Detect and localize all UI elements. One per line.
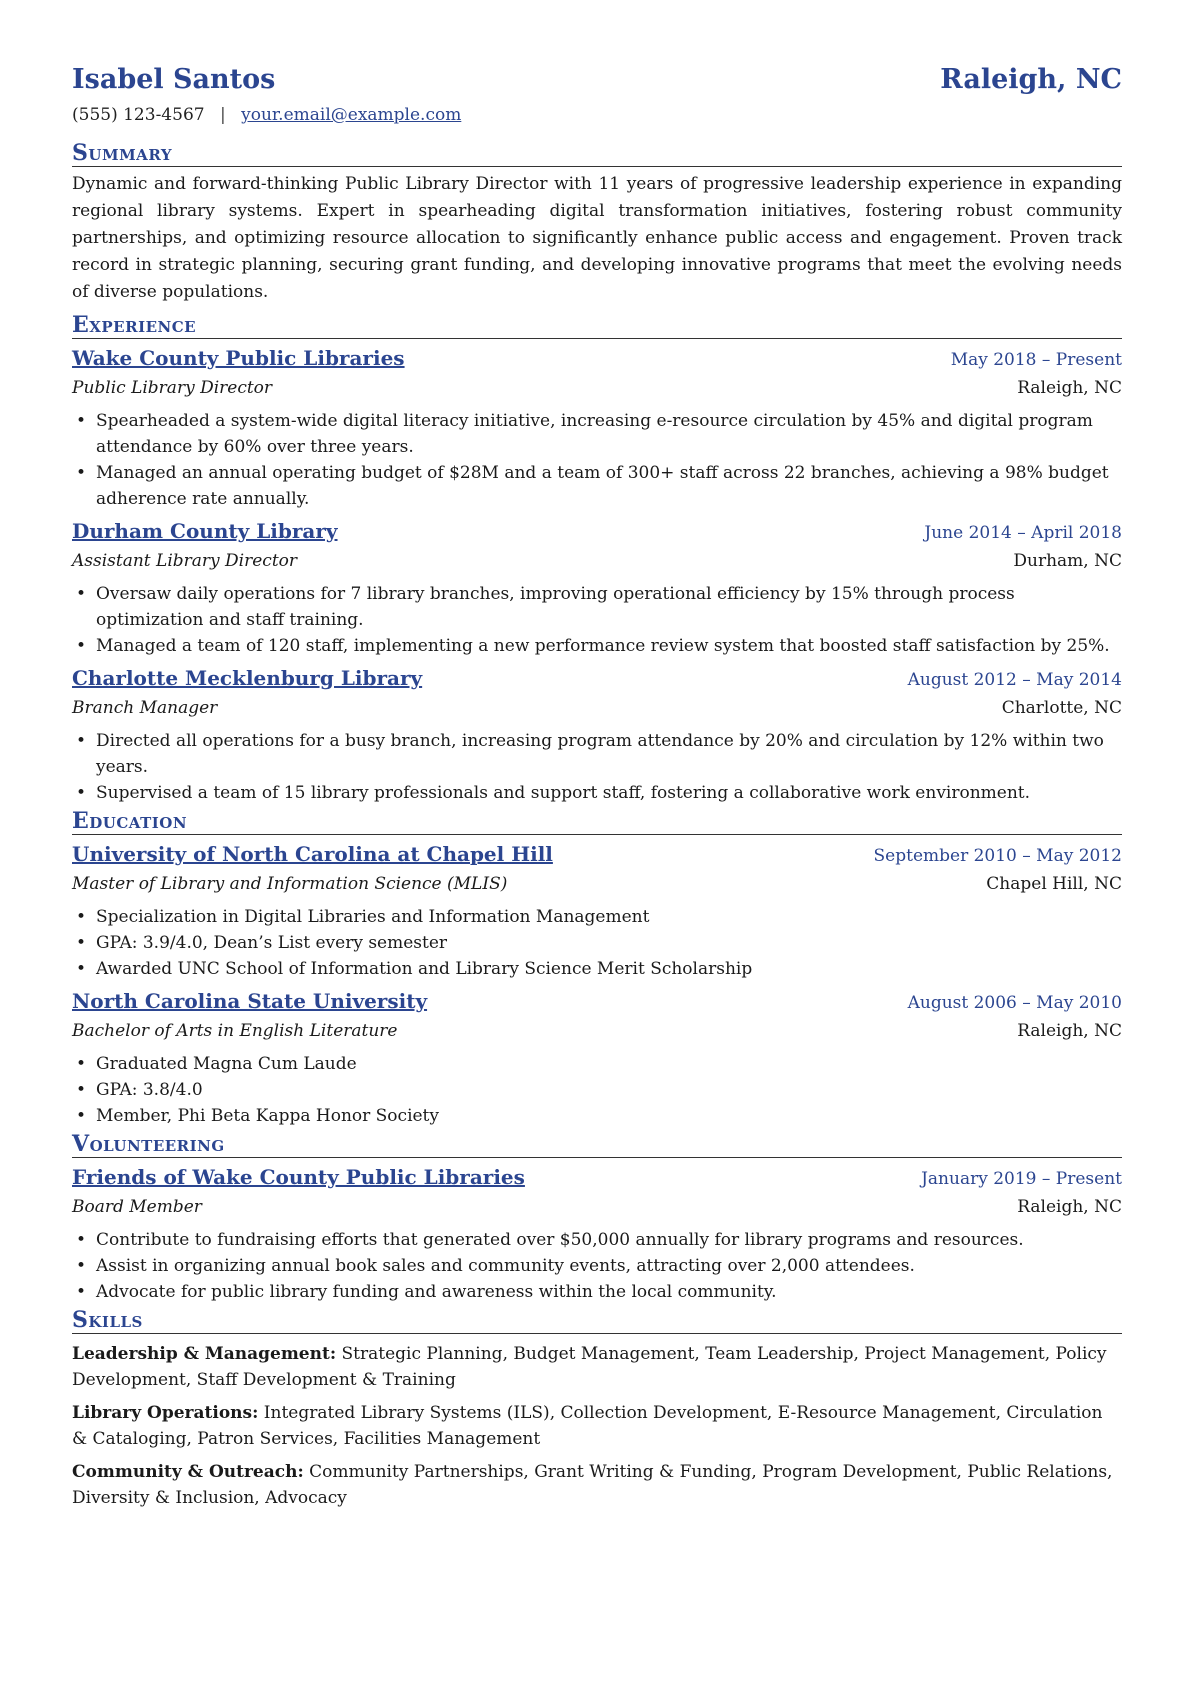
section-title-education: Education (72, 808, 1122, 835)
date-range: September 2010 – May 2012 (873, 846, 1122, 866)
bullet-item: • Directed all operations for a busy branch, increasing program attendance by 20% and circulation by 12% within two years. (96, 728, 1122, 780)
bullet-item: • Managed a team of 120 staff, implementing a new performance review system that boosted staff satisfaction by 25%. (96, 633, 1122, 659)
education-list (72, 839, 1122, 1129)
bullet-item: • Spearheaded a system-wide digital literacy initiative, increasing e-resource circulation by 45% and digital program attendance by 60% over three years. (96, 408, 1122, 460)
bullet-item: • GPA: 3.8/4.0 (96, 1077, 1122, 1103)
section-title-summary: Summary (72, 140, 1122, 167)
date-range: January 2019 – Present (921, 1169, 1122, 1189)
bullet-item: • Oversaw daily operations for 7 library branches, improving operational efficiency by 15% through process optimization and staff training. (96, 581, 1122, 633)
entry-header-row (72, 986, 1122, 1017)
volunteering-entry (72, 1162, 1122, 1305)
entry-location: Chapel Hill, NC (986, 874, 1122, 894)
entry-subheader-row (72, 547, 1122, 575)
skill-group (72, 1400, 1122, 1452)
skills-list (72, 1341, 1122, 1511)
skill-group-items: Integrated Library Systems (ILS), Collection Development, E-Resource Management, Circulation & Cataloging, Patron Services, Facilities Management (72, 1403, 1103, 1449)
bullet-item: • Contribute to fundraising efforts that generated over $50,000 annually for library programs and resources. (96, 1227, 1122, 1253)
entry-location: Durham, NC (1013, 551, 1122, 571)
bullet-list (72, 728, 1122, 806)
header (72, 62, 1122, 98)
entry-subheader-row (72, 694, 1122, 722)
entry-location: Raleigh, NC (1017, 378, 1122, 398)
organization-link[interactable]: Durham County Library (72, 519, 338, 543)
bullet-list (72, 408, 1122, 512)
education-entry (72, 839, 1122, 982)
experience-entry (72, 663, 1122, 806)
entry-header-row (72, 839, 1122, 870)
bullet-item: • Member, Phi Beta Kappa Honor Society (96, 1103, 1122, 1129)
entry-location: Raleigh, NC (1017, 1197, 1122, 1217)
education-entry (72, 986, 1122, 1129)
entry-subheader-row (72, 1017, 1122, 1045)
role-title: Assistant Library Director (72, 551, 298, 571)
date-range: August 2006 – May 2010 (907, 993, 1122, 1013)
role-title: Bachelor of Arts in English Literature (72, 1021, 398, 1041)
entry-subheader-row (72, 374, 1122, 402)
bullet-item: • GPA: 3.9/4.0, Dean’s List every semester (96, 930, 1122, 956)
entry-header-row (72, 1162, 1122, 1193)
section-title-experience: Experience (72, 312, 1122, 339)
email-link[interactable]: your.email@example.com (241, 105, 462, 125)
resume-page (72, 62, 1122, 1511)
date-range: May 2018 – Present (950, 350, 1122, 370)
bullet-item: • Specialization in Digital Libraries and Information Management (96, 904, 1122, 930)
entry-subheader-row (72, 1193, 1122, 1221)
experience-entry (72, 516, 1122, 659)
organization-link[interactable]: North Carolina State University (72, 989, 428, 1013)
organization-link[interactable]: Wake County Public Libraries (72, 346, 405, 370)
entry-header-row (72, 343, 1122, 374)
organization-link[interactable]: University of North Carolina at Chapel Hill (72, 842, 553, 866)
section-title-skills: Skills (72, 1307, 1122, 1334)
entry-location: Charlotte, NC (1001, 698, 1122, 718)
bullet-item: • Managed an annual operating budget of $28M and a team of 300+ staff across 22 branches, achieving a 98% budget adherence rate annually. (96, 460, 1122, 512)
bullet-item: • Graduated Magna Cum Laude (96, 1051, 1122, 1077)
volunteering-list (72, 1162, 1122, 1305)
role-title: Branch Manager (72, 698, 218, 718)
skill-group-label: Library Operations: (72, 1403, 259, 1423)
candidate-location: Raleigh, NC (940, 64, 1122, 95)
skill-group-items: Strategic Planning, Budget Management, Team Leadership, Project Management, Policy Development, Staff Development & Training (72, 1344, 1107, 1390)
entry-location: Raleigh, NC (1017, 1021, 1122, 1041)
date-range: June 2014 – April 2018 (924, 523, 1122, 543)
skill-group-items: Community Partnerships, Grant Writing & Funding, Program Development, Public Relations, Diversity & Inclusion, Advocacy (72, 1462, 1113, 1508)
contact-separator: | (219, 105, 226, 125)
entry-subheader-row (72, 870, 1122, 898)
bullet-list (72, 1051, 1122, 1129)
role-title: Master of Library and Information Science (MLIS) (72, 874, 508, 894)
entry-header-row (72, 663, 1122, 694)
role-title: Public Library Director (72, 378, 273, 398)
role-title: Board Member (72, 1197, 202, 1217)
experience-entry (72, 343, 1122, 512)
bullet-list (72, 581, 1122, 659)
section-title-volunteering: Volunteering (72, 1131, 1122, 1158)
skill-group (72, 1341, 1122, 1393)
bullet-list (72, 1227, 1122, 1305)
phone-number: (555) 123-4567 (72, 105, 205, 125)
organization-link[interactable]: Friends of Wake County Public Libraries (72, 1165, 525, 1189)
summary-text: Dynamic and forward-thinking Public Library Director with 11 years of progressive leadership experience in expanding regional library systems. Expert in spearheading digital transformation initiatives, fostering robust community partnerships, and optimizing resource allocation to significantly enhance public access and engagement. Proven track record in strategic planning, securing grant funding, and developing innovative programs that meet the evolving needs of diverse populations. (72, 174, 1122, 302)
entry-header-row (72, 516, 1122, 547)
skill-group (72, 1459, 1122, 1511)
bullet-list (72, 904, 1122, 982)
skill-group-label: Leadership & Management: (72, 1344, 337, 1364)
skill-group-label: Community & Outreach: (72, 1462, 304, 1482)
experience-list (72, 343, 1122, 806)
contact-line (72, 102, 1122, 128)
date-range: August 2012 – May 2014 (907, 670, 1122, 690)
organization-link[interactable]: Charlotte Mecklenburg Library (72, 666, 423, 690)
bullet-item: • Awarded UNC School of Information and Library Science Merit Scholarship (96, 956, 1122, 982)
bullet-item: • Advocate for public library funding and awareness within the local community. (96, 1279, 1122, 1305)
bullet-item: • Supervised a team of 15 library professionals and support staff, fostering a collaborative work environment. (96, 780, 1122, 806)
bullet-item: • Assist in organizing annual book sales and community events, attracting over 2,000 attendees. (96, 1253, 1122, 1279)
candidate-name: Isabel Santos (72, 64, 276, 95)
